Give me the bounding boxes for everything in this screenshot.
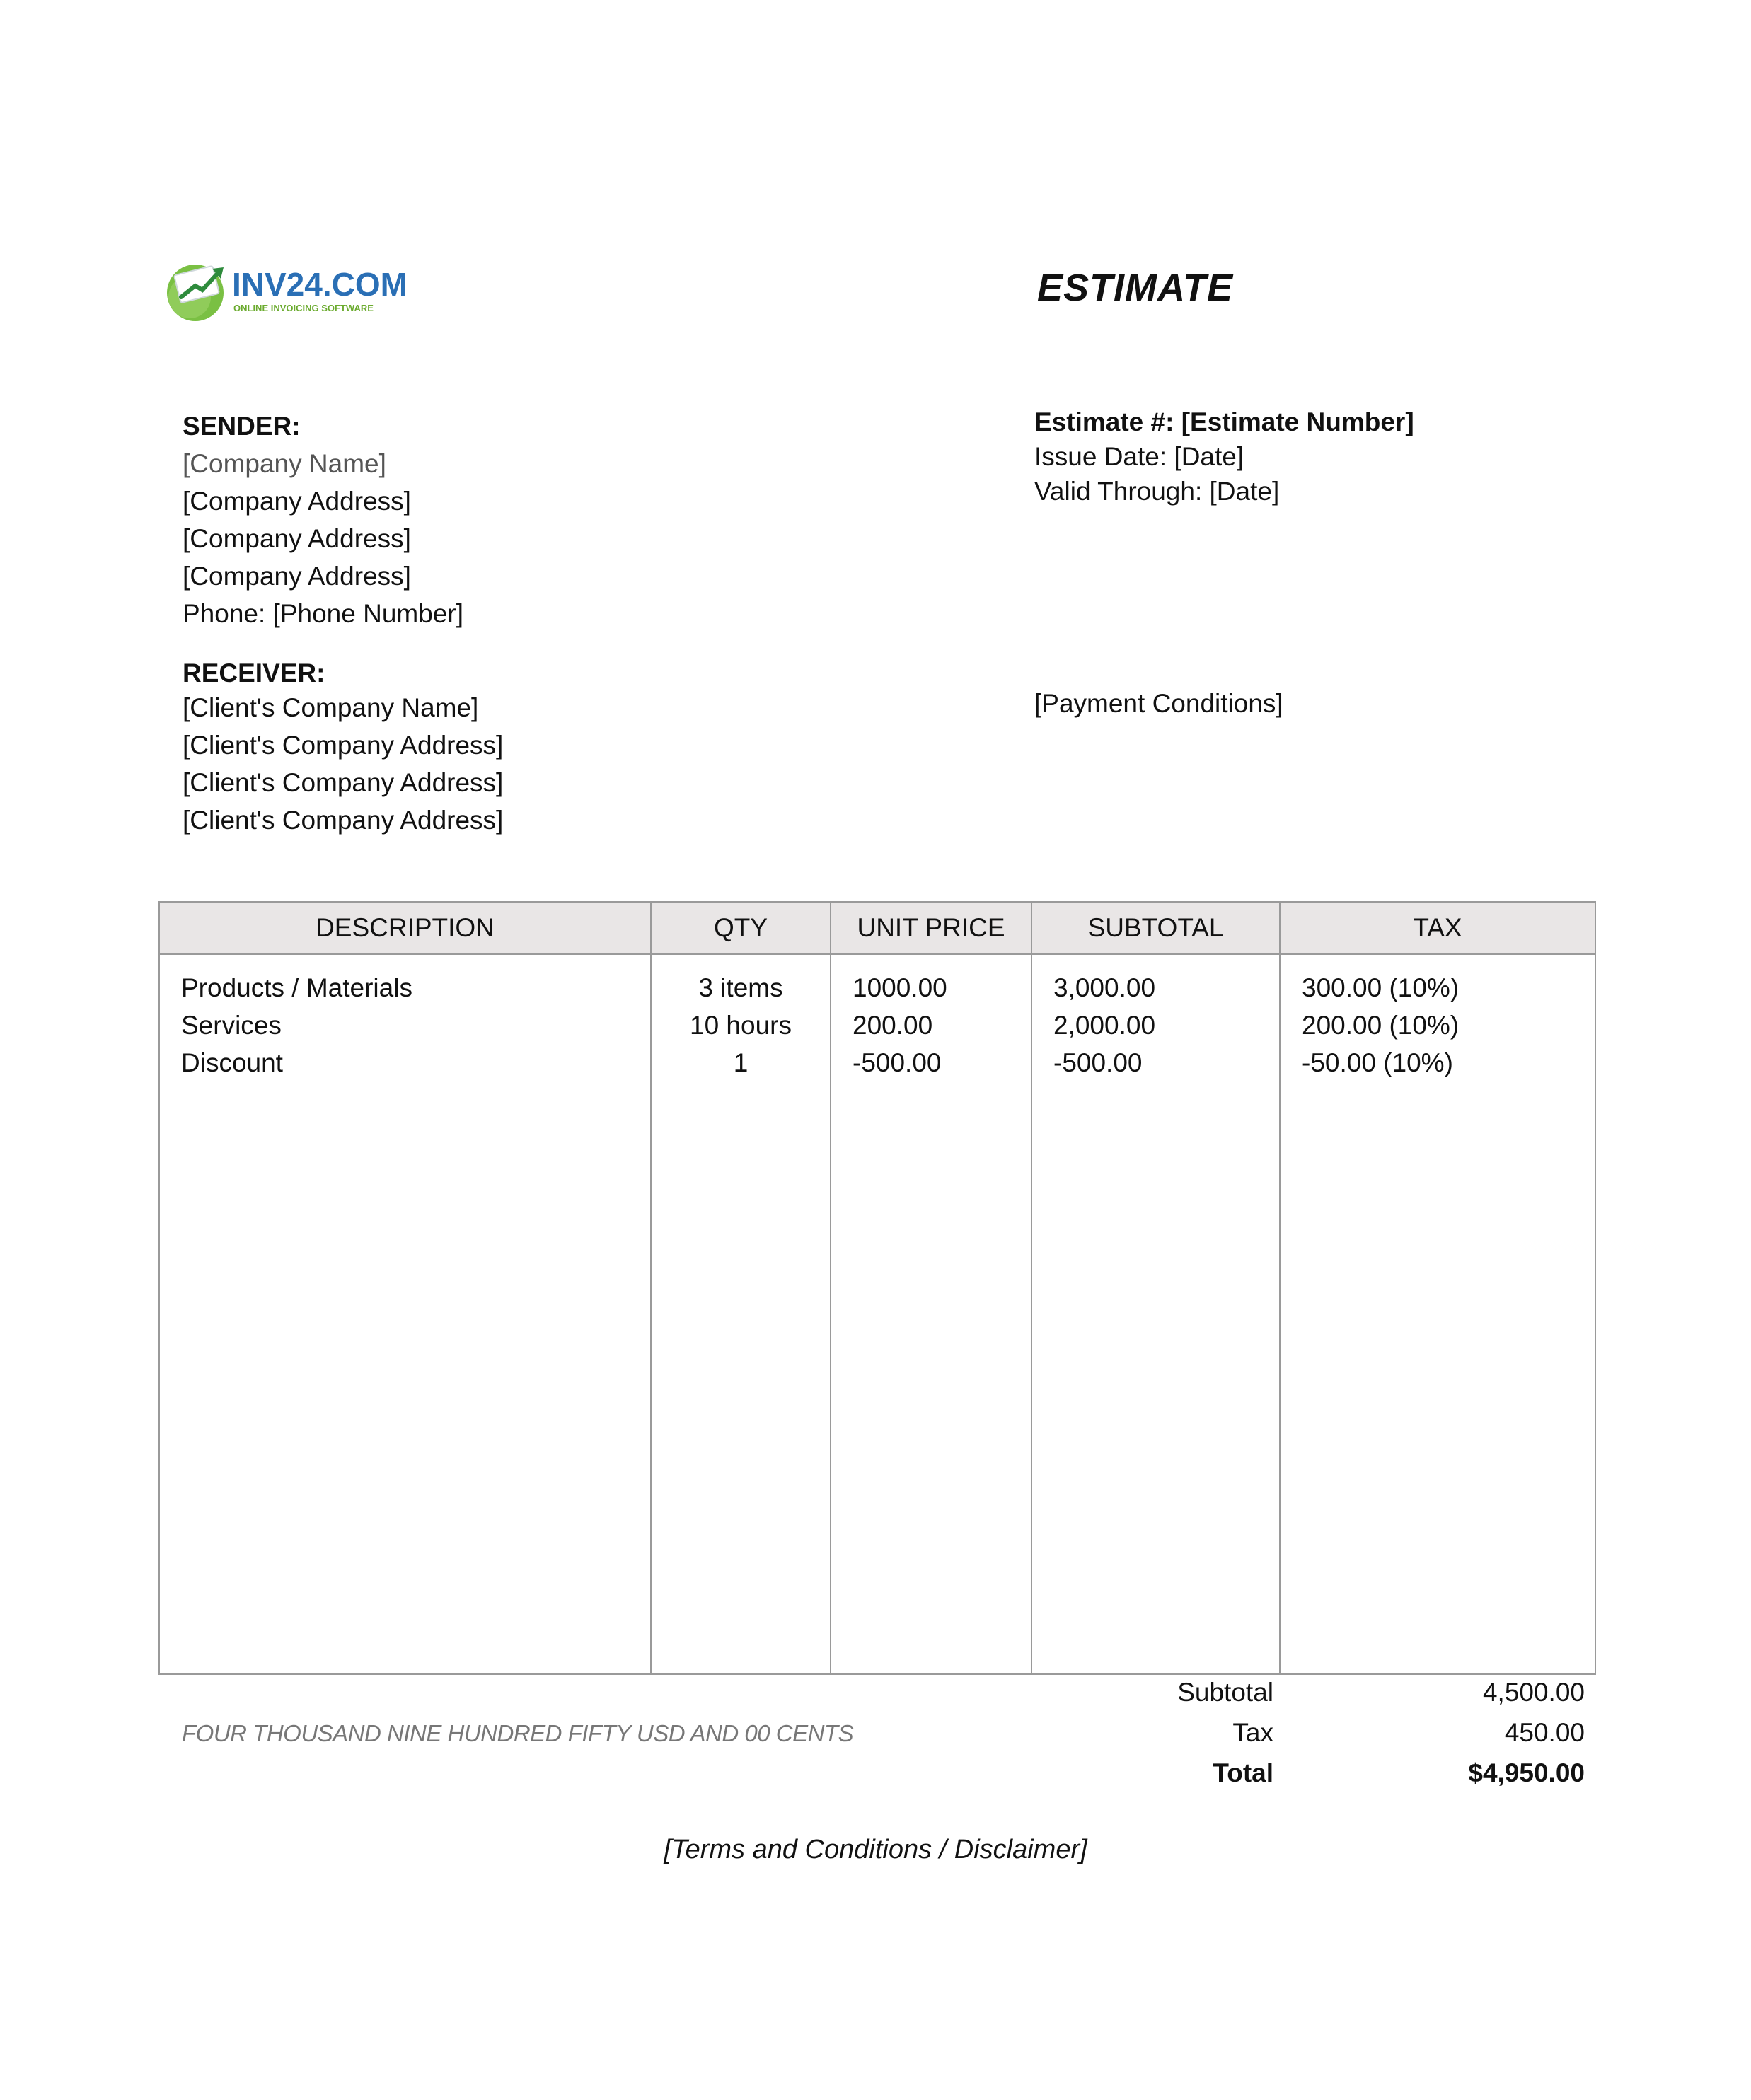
amount-in-words: FOUR THOUSAND NINE HUNDRED FIFTY USD AND 00 CENTS	[182, 1720, 854, 1746]
header-tax: TAX	[1280, 902, 1595, 954]
receiver-address-line: [Client's Company Address]	[183, 768, 504, 797]
sender-address-line: [Company Address]	[183, 524, 411, 553]
item-unit-price: 200.00	[853, 1011, 933, 1040]
terms-disclaimer: [Terms and Conditions / Disclaimer]	[664, 1835, 1087, 1864]
estimate-meta	[1034, 405, 1414, 509]
item-description: Products / Materials	[181, 973, 412, 1002]
logo-tagline: ONLINE INVOICING SOFTWARE	[233, 303, 374, 313]
header-unit-price: UNIT PRICE	[831, 902, 1031, 954]
header-subtotal: SUBTOTAL	[1031, 902, 1280, 954]
table-header-row	[159, 902, 1595, 954]
sender-block	[183, 407, 463, 632]
item-description: Discount	[181, 1048, 283, 1077]
logo-mark	[161, 256, 408, 324]
issue-date: Issue Date: [Date]	[1034, 442, 1244, 471]
item-qty: 10 hours	[690, 1011, 792, 1040]
total-value: $4,950.00	[1468, 1758, 1585, 1787]
payment-conditions: [Payment Conditions]	[1034, 689, 1283, 718]
receiver-address-line: [Client's Company Address]	[183, 731, 504, 760]
sender-label: SENDER:	[183, 412, 301, 441]
item-unit-price: -500.00	[853, 1048, 942, 1077]
tax-column	[1280, 954, 1595, 1674]
sender-address-line: [Company Address]	[183, 487, 411, 516]
tax-label: Tax	[1232, 1718, 1273, 1747]
subtotal-label: Subtotal	[1177, 1678, 1273, 1707]
item-subtotal: -500.00	[1053, 1048, 1143, 1077]
subtotal-column	[1031, 954, 1280, 1674]
sender-address-line: [Company Address]	[183, 562, 411, 591]
estimate-number: Estimate #: [Estimate Number]	[1034, 407, 1414, 436]
logo-name: INV24.COM	[232, 266, 408, 303]
sender-phone: Phone: [Phone Number]	[183, 599, 463, 628]
total-label: Total	[1213, 1758, 1273, 1787]
item-qty: 3 items	[698, 973, 783, 1002]
receiver-address-line: [Client's Company Address]	[183, 806, 504, 835]
unit-price-column	[831, 954, 1031, 1674]
item-description: Services	[181, 1011, 282, 1040]
document-title: ESTIMATE	[1037, 267, 1233, 309]
valid-through: Valid Through: [Date]	[1034, 477, 1280, 506]
header-qty: QTY	[651, 902, 831, 954]
table-body	[159, 954, 1595, 1674]
receiver-block	[183, 658, 503, 839]
logo	[161, 256, 408, 324]
header-description: DESCRIPTION	[159, 902, 651, 954]
receiver-label: RECEIVER:	[183, 659, 325, 688]
subtotal-value: 4,500.00	[1482, 1678, 1585, 1707]
tax-value: 450.00	[1504, 1718, 1585, 1747]
item-tax: 300.00 (10%)	[1302, 973, 1460, 1002]
item-subtotal: 3,000.00	[1053, 973, 1156, 1002]
item-tax: -50.00 (10%)	[1302, 1048, 1453, 1077]
item-unit-price: 1000.00	[853, 973, 947, 1002]
qty-column	[651, 954, 831, 1674]
item-tax: 200.00 (10%)	[1302, 1011, 1460, 1040]
item-subtotal: 2,000.00	[1053, 1011, 1156, 1040]
receiver-company-name: [Client's Company Name]	[183, 693, 479, 722]
items-table	[158, 901, 1596, 1675]
item-qty: 1	[733, 1048, 749, 1077]
sender-company-name: [Company Name]	[183, 449, 386, 478]
description-column	[159, 954, 651, 1674]
